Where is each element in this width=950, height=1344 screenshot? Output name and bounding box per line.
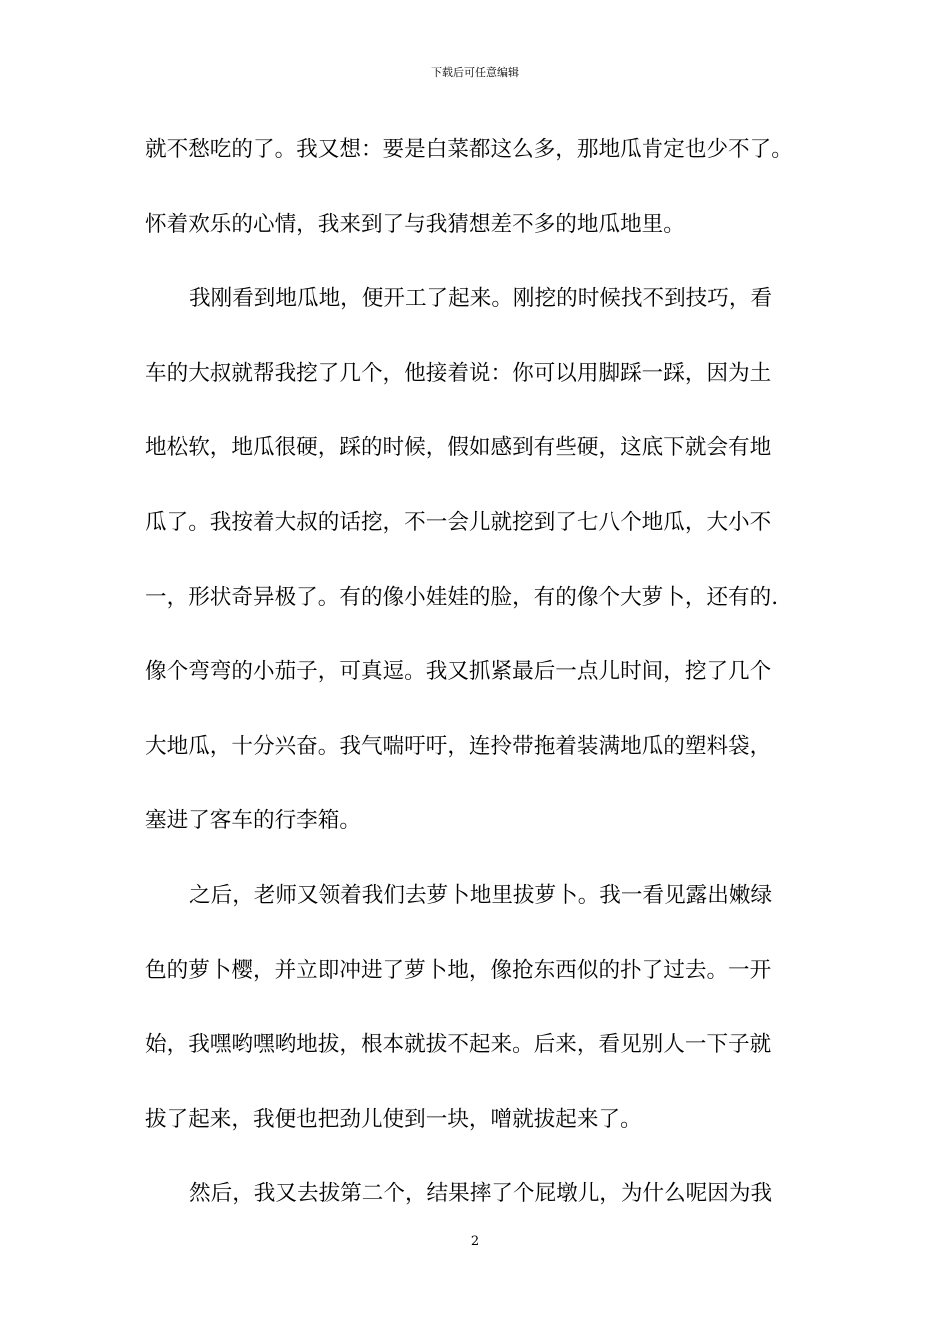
text-line: 车的大叔就帮我挖了几个，他接着说：你可以用脚踩一踩，因为土: [145, 360, 772, 386]
text-line: 地松软，地瓜很硬，踩的时候，假如感到有些硬，这底下就会有地: [145, 435, 772, 461]
text-line: 色的萝卜樱，并立即冲进了萝卜地，像抢东西似的扑了过去。一开: [145, 957, 772, 983]
text-line: 瓜了。我按着大叔的话挖，不一会儿就挖到了七八个地瓜，大小不: [145, 509, 772, 535]
page-number: 2: [470, 1234, 480, 1249]
text-line: 就不愁吃的了。我又想：要是白菜都这么多，那地瓜肯定也少不了。: [145, 137, 793, 162]
text-line: 大地瓜，十分兴奋。我气喘吁吁，连拎带拖着装满地瓜的塑料袋，: [145, 733, 772, 759]
text-line: 拔了起来，我便也把劲儿使到一块，噌就拔起来了。: [145, 1106, 642, 1132]
body-text: [145, 128, 807, 1247]
text-line: 怀着欢乐的心情，我来到了与我猜想差不多的地瓜地里。: [145, 211, 685, 237]
text-line: 塞进了客车的行李箱。: [145, 808, 361, 834]
paragraph-start-line: 然后，我又去拔第二个，结果摔了个屁墩儿，为什么呢因为我: [189, 1181, 773, 1207]
paragraph-start-line: 我刚看到地瓜地，便开工了起来。刚挖的时候找不到技巧，看: [189, 286, 773, 312]
paragraph-start-line: 之后，老师又领着我们去萝卜地里拔萝卜。我一看见露出嫩绿: [189, 882, 773, 908]
text-line: 始，我嘿哟嘿哟地拔，根本就拔不起来。后来，看见别人一下子就: [145, 1032, 772, 1058]
page-header: 下载后可任意编辑: [431, 66, 519, 79]
text-line: 像个弯弯的小茄子，可真逗。我又抓紧最后一点儿时间，挖了几个: [145, 659, 772, 685]
text-line: 一，形状奇异极了。有的像小娃娃的脸，有的像个大萝卜，还有的.: [145, 584, 779, 610]
